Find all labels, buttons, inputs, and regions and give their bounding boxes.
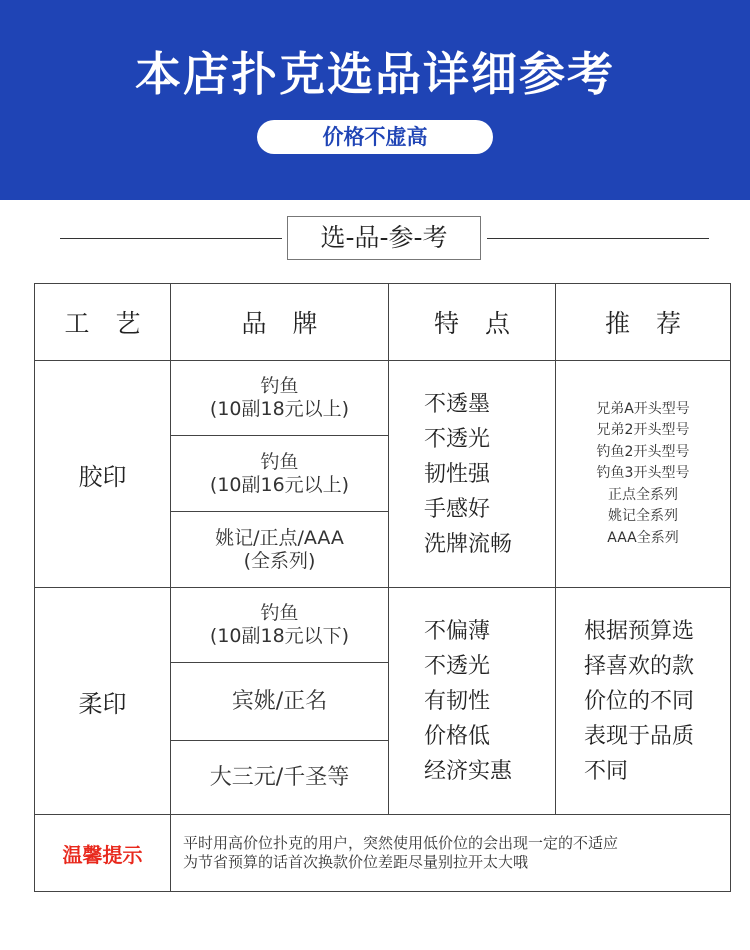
header-banner — [0, 0, 750, 200]
brand-note: (10副18元以下) — [209, 625, 350, 647]
recommend-cell — [556, 361, 730, 587]
brand-name: 钓鱼 — [260, 602, 299, 624]
brand-cell — [171, 436, 388, 511]
brand-cell — [171, 361, 388, 435]
brand-cell — [171, 741, 388, 814]
features-cell — [389, 361, 555, 587]
page-title: 本店扑克选品详细参考 — [135, 47, 615, 101]
section-divider-right — [487, 238, 709, 239]
features-cell — [389, 588, 555, 814]
price-badge: 价格不虚高 — [257, 120, 493, 154]
brand-cell — [171, 588, 388, 662]
brand-note: (全系列) — [243, 549, 316, 572]
brand-name: 姚记/正点/AAA — [215, 526, 344, 549]
feature-item: 洗牌流畅 — [424, 531, 513, 557]
feature-item: 不透光 — [424, 653, 491, 679]
table-border-right — [730, 283, 731, 892]
header-brand: 品牌 — [241, 309, 344, 338]
header-recommend: 推荐 — [604, 309, 707, 338]
tip-line: 平时用高价位扑克的用户，突然使用低价位的会出现一定的不适应 — [183, 834, 619, 852]
brand-cell — [171, 663, 388, 740]
feature-item: 韧性强 — [424, 461, 491, 487]
recommend-line: 根据预算选 — [584, 619, 695, 644]
process-offset: 胶印 — [78, 462, 127, 491]
recommend-line: 表现于品质 — [584, 724, 695, 749]
recommend-item: 姚记全系列 — [608, 508, 678, 525]
recommend-item: 兄弟A开头型号 — [596, 400, 690, 417]
feature-item: 有韧性 — [424, 688, 491, 714]
brand-note: (10副16元以上) — [209, 473, 350, 496]
brand-name: 大三元/千圣等 — [209, 765, 350, 790]
tip-text — [171, 815, 730, 891]
feature-item: 价格低 — [424, 723, 491, 749]
brand-name: 钓鱼 — [260, 375, 299, 397]
brand-note: (10副18元以上) — [209, 398, 350, 420]
recommend-item: 兄弟2开头型号 — [596, 422, 690, 439]
feature-item: 不透光 — [424, 426, 491, 452]
process-flexo: 柔印 — [78, 689, 127, 718]
brand-name: 宾姚/正名 — [231, 689, 328, 714]
header-process: 工艺 — [64, 309, 167, 338]
recommend-item: AAA全系列 — [607, 529, 679, 546]
recommend-item: 正点全系列 — [608, 486, 678, 503]
recommend-cell — [556, 588, 730, 814]
feature-item: 不偏薄 — [424, 618, 491, 644]
section-divider-left — [60, 238, 282, 239]
table-border-bottom — [34, 891, 731, 892]
recommend-line: 择喜欢的款 — [584, 654, 695, 679]
tip-line: 为节省预算的话首次换款价位差距尽量别拉开太大哦 — [183, 853, 529, 871]
brand-cell — [171, 512, 388, 587]
section-title: 选-品-参-考 — [287, 216, 481, 260]
brand-name: 钓鱼 — [260, 450, 299, 473]
feature-item: 经济实惠 — [424, 758, 513, 784]
recommend-item: 钓鱼2开头型号 — [596, 443, 690, 460]
product-reference-table — [34, 283, 731, 892]
recommend-line: 价位的不同 — [584, 689, 695, 714]
feature-item: 不透墨 — [424, 391, 491, 417]
tip-label: 温馨提示 — [62, 842, 143, 867]
recommend-item: 钓鱼3开头型号 — [596, 465, 690, 482]
feature-item: 手感好 — [424, 496, 491, 522]
header-features: 特点 — [433, 309, 536, 338]
recommend-line: 不同 — [584, 759, 629, 784]
